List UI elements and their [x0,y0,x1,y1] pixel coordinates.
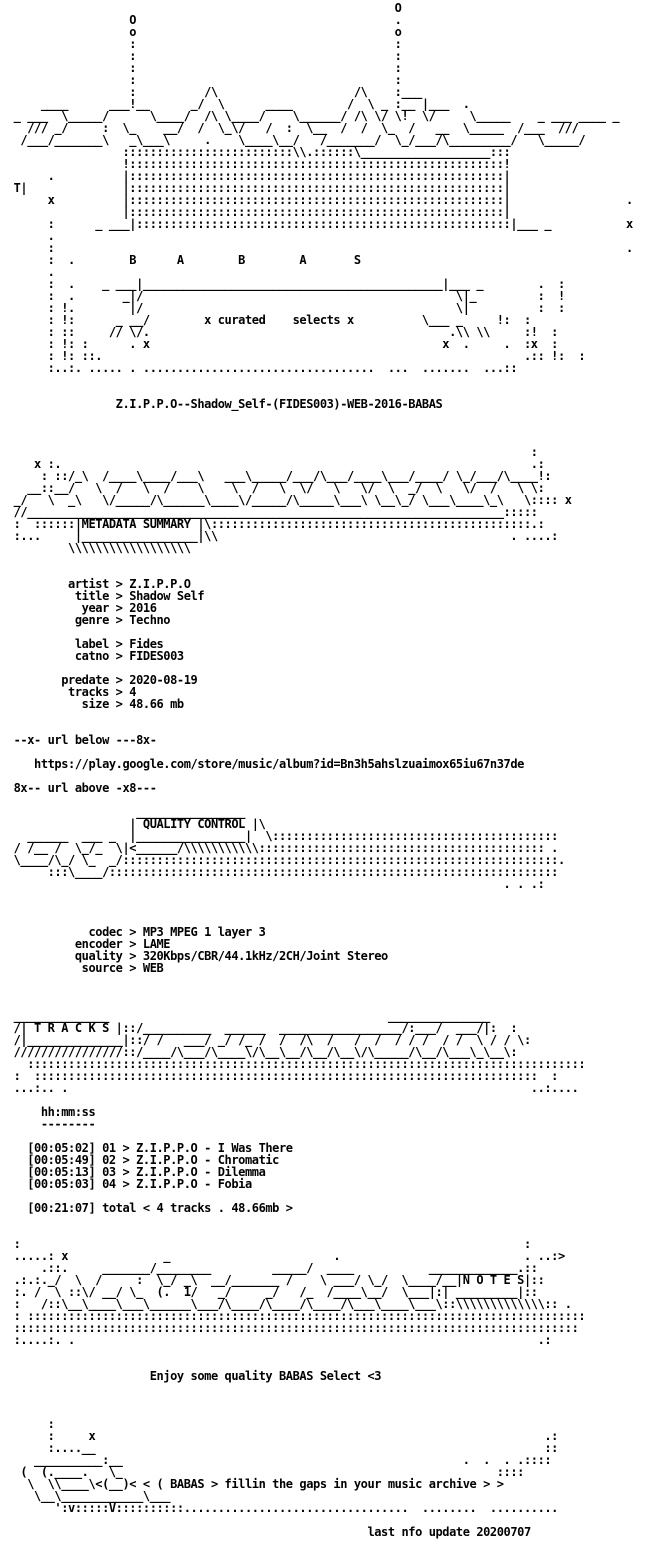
nfo-line [0,374,633,386]
nfo-line: : : [0,37,402,51]
nfo-line: : . B A B A S [0,253,361,267]
nfo-line: ':v:::::V::::::::::................................. ........ .......... [0,1501,558,1515]
nfo-line: year > 2016 [0,601,157,615]
nfo-line: ________________ [0,805,245,819]
nfo-line [0,1214,633,1226]
nfo-line: O . [0,13,402,27]
nfo-line: .:.:._/ \ / : \_/ _\ __/_______ / \ ___/ \_/ \____/__|N O T E S|:: [0,1273,545,1287]
nfo-line [0,410,633,422]
nfo-line: : :::::::::::::::::::::::::::::::::::::::::::::::::::::::::::::::::::::::::: : [0,1069,558,1083]
nfo-line: T| |:::::::::::::::::::::::::::::::::::::::::::::::::::::::| [0,181,511,195]
nfo-line: ( (.____. \_ :::: [0,1465,524,1479]
nfo-line: size > 48.66 mb [0,697,184,711]
nfo-line: :. / \ ::\/ __/ \_ (. 1/ _/ _/ /_ /____\__/ \___|:| _________|:: [0,1285,538,1299]
nfo-line: predate > 2020-08-19 [0,673,198,687]
nfo-line: : ::/_\ /____\____/___\ ___\_____/___/\___/____\___/____/ \_/___/\____!: [0,469,552,483]
nfo-line: : [0,445,538,459]
nfo-line [0,1346,633,1358]
nfo-line: : . [0,241,633,255]
nfo-line: encoder > LAME [0,937,171,951]
nfo-line: //______________________________________________________________________::::: [0,505,538,519]
nfo-line: ::::::::::::::::::::::::::::::::::::::::::::::::::::::::::::::::::::::::::::::::::: [0,1321,579,1335]
nfo-line: :... |_________________|\\ . ....: [0,529,558,543]
nfo-line: : !: ::. .:: !: : [0,349,586,363]
nfo-line: ////////////////::/____/\___/\____\/\__\__/\__/\__\/\_____/\__/\___\_\__\: [0,1045,518,1059]
nfo-line: artist > Z.I.P.P.O [0,577,191,591]
nfo-line: __________:__ . . . .:::: [0,1453,552,1467]
nfo-line: : x .: [0,1429,558,1443]
nfo-line: hh:mm:ss [0,1105,96,1119]
nfo-line: : /\ /\ :___ [0,85,422,99]
nfo-line: _ ___ \_____/ \____/ /\ \____/ \______/ /\ \/ \! \/ \_____ _ ___ ____ _ [0,109,620,123]
nfo-line: : :: // \/. .\\ \\ :! : [0,325,558,339]
nfo-line: codec > MP3 MPEG 1 layer 3 [0,925,266,939]
nfo-line [0,1394,633,1406]
nfo-line: : _ ___|:::::::::::::::::::::::::::::::::::::::::::::::::::::::|___ _ x [0,217,633,231]
nfo-line: genre > Techno [0,613,171,627]
nfo-line: : : [0,49,402,63]
nfo-line: /|______________|::/ / ___/ _/ /_ / / /\ / / / / / / / / \ / / \: [0,1033,531,1047]
nfo-line: O [0,1,402,15]
nfo-line: -------- [0,1117,96,1131]
nfo-line: catno > FIDES003 [0,649,184,663]
nfo-line: / /__ / \_/_ \|<______/\\\\\\\\\\\:::::::::::::::::::::::::::::::::::::::::: . [0,841,558,855]
nfo-line: \____/\_/ \_ _/::::::::::::::::::::::::::::::::::::::::::::::::::::::::::::::::. [0,853,565,867]
nfo-line: !:::::::::::::::::::::::::::::::::::::::::::::::::::::::! [0,157,511,171]
nfo-line: \\\\\\\\\\\\\\\\\\ [0,541,191,555]
nfo-line [0,890,633,902]
nfo-line: : : [0,61,402,75]
nfo-line: : /::\__\____\___\______\___/\____/\____/\____/\___\____\___\::\\\\\\\\\\\\\:: . [0,1297,572,1311]
nfo-line: tracks > 4 [0,685,137,699]
nfo-line: ______________ _______________ [0,1009,490,1023]
nfo-line: [00:05:13] 03 > Z.I.P.P.O - Dilemma [0,1165,266,1179]
nfo-line: . [0,229,55,243]
nfo-line: /| T R A C K S |::/__________ ______ __________________/:___/ ___/|: : [0,1021,518,1035]
nfo-line: [00:05:03] 04 > Z.I.P.P.O - Fobia [0,1177,252,1191]
nfo-line: :....__ :: [0,1441,558,1455]
nfo-line: | QUALITY CONTROL |\ [0,817,266,831]
nfo-line: : : [0,1237,531,1251]
nfo-line: :::::::::::::::::::::::::::::::::::::::::::::::::::::::::::::::::::::::::::::::::: [0,1057,586,1071]
nfo-line [0,974,633,986]
nfo-line: : !: : . x x . . :x : [0,337,558,351]
nfo-line: x :. .: [0,457,545,471]
nfo-line: https://play.google.com/store/music/album?id=Bn3h5ahslzuaimox65iu67n37de [0,757,524,771]
nfo-line [0,554,633,566]
nfo-line: [00:21:07] total < 4 tracks . 48.66mb > [0,1201,293,1215]
nfo-line: ____ ___!__ _/ \ ____ / \ _ :__ |___ . [0,97,470,111]
nfo-line: quality > 320Kbps/CBR/44.1kHz/2CH/Joint Stereo [0,949,388,963]
nfo-line: _/ \ _\ \/_____/\______\____\/_____/\_____\___\ \__\_/ \___\____\_\ \:::: x [0,493,572,507]
nfo-line: [00:05:02] 01 > Z.I.P.P.O - I Was There [0,1141,293,1155]
nfo-line: \__\____________\___ [0,1489,171,1503]
nfo-line [0,1382,633,1394]
nfo-line: : :::::::::::::::::::::::::::::::::::::::::::::::::::::::::::::::::::::::::::::::::: [0,1309,586,1323]
nfo-line: Z.I.P.P.O--Shadow_Self-(FIDES003)-WEB-2016-BABAS [0,397,443,411]
nfo-line: x |:::::::::::::::::::::::::::::::::::::::::::::::::::::::| . [0,193,633,207]
nfo-line: : . _|/ \|_ : ! [0,289,565,303]
nfo-document [0,2,633,1538]
nfo-line: ______ ___ _ |________________| \:::::::::::::::::::::::::::::::::::::::::: [0,829,558,843]
nfo-line: Enjoy some quality BABAS Select <3 [0,1369,382,1383]
nfo-line: 8x-- url above -x8--- [0,781,157,795]
nfo-line: .....: x _ . . ..:> [0,1249,565,1263]
nfo-line: title > Shadow Self [0,589,205,603]
nfo-line: /___/_______\ _\___\ . \____\__/ /_______/ \_/___/\_________/ \_____/ [0,133,586,147]
nfo-line: --x- url below ---8x- [0,733,157,747]
nfo-line: o o [0,25,402,39]
nfo-line: : : [0,73,402,87]
nfo-line: . . .: [0,877,545,891]
nfo-line: :..:. ..... . .................................. ... ....... ...:: [0,361,518,375]
nfo-line [0,902,633,914]
nfo-line: /// _/ : \_ __/ / \_\/ / : \__ / / \_ / __ \_____ /___ /// [0,121,579,135]
nfo-line: \ \\____\<(__)< < ( BABAS > fillin the gaps in your music archive > > [0,1477,504,1491]
nfo-line: . |:::::::::::::::::::::::::::::::::::::::::::::::::::::::| [0,169,511,183]
nfo-line: : !: _ __/ x curated selects x \___ _ !: : [0,313,531,327]
nfo-line: .::. _______/________ _____/ ____ _____________.:: [0,1261,538,1275]
nfo-line: __::__/ \ / \ / \ \ / \ \/ \ \/ \ _/ \ \/ / \ \: [0,481,545,495]
nfo-line: last nfo update 20200707 [0,1525,531,1539]
nfo-line: label > Fides [0,637,164,651]
nfo-line: : . _ ___|____________________________________________|___ _ . : [0,277,565,291]
nfo-line: [00:05:49] 02 > Z.I.P.P.O - Chromatic [0,1153,279,1167]
nfo-line: ...:.. . ..:.... [0,1081,579,1095]
nfo-line: :::\____/:::::::::::::::::::::::::::::::::::::::::::::::::::::::::::::::::: [0,865,558,879]
nfo-line: : [0,1417,55,1431]
nfo-line: : ::::::|METADATA SUMMARY |\:::::::::::::::::::::::::::::::::::::::::::::::.: [0,517,545,531]
nfo-line: :::::::::::::::::::::::::\\.::::::\___________________::: [0,145,511,159]
nfo-line [0,422,633,434]
nfo-line: . [0,265,55,279]
nfo-line [0,986,633,998]
nfo-line: source > WEB [0,961,164,975]
nfo-line: : !. |/ \| : : [0,301,565,315]
nfo-line [0,710,633,722]
nfo-line: |:::::::::::::::::::::::::::::::::::::::::::::::::::::::| [0,205,511,219]
nfo-line: :....:. . .: [0,1333,552,1347]
nfo-line [0,1406,633,1418]
